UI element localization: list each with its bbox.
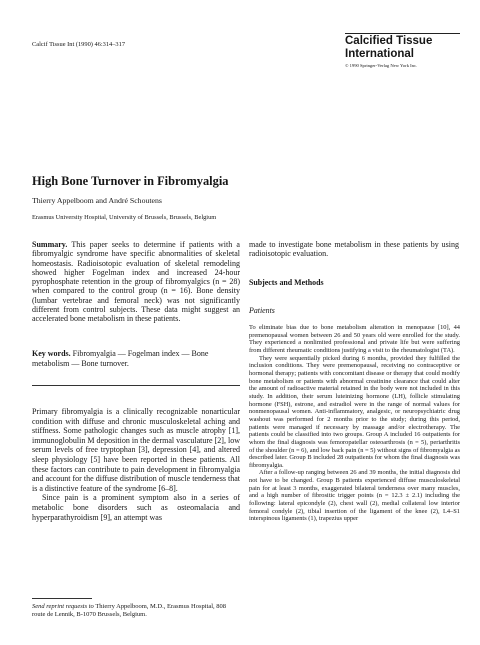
intro-paragraph-2: Since pain is a prominent symptom also in a series of metabolic bone disorders such as osteomalacia and hyperparathyroidism [9], an attempt was (32, 493, 240, 522)
journal-copyright: © 1990 Springer-Verlag New York Inc. (345, 63, 418, 68)
abstract-label: Summary. (32, 240, 68, 249)
reprint-footnote (32, 603, 240, 619)
introduction (32, 407, 240, 522)
article-affiliation: Erasmus University Hospital, University of Brussels, Brussels, Belgium (32, 214, 217, 221)
keywords-text: Fibromyalgia — Fogelman index — Bone metabolism — Bone turnover. (32, 349, 209, 368)
reprint-label: Send reprint requests to (32, 603, 94, 610)
keywords-label: Key words. (32, 349, 71, 358)
methods-paragraph-1: To eliminate bias due to bone metabolism alteration in menopause [10], 44 premenopausal women between 26 and 50 years old were enrolled for the study. They experienced a nonlimited professional and private life but were suffering from different rheumatic conditions justifying a visit to the rheumatologist (TA). (249, 324, 460, 354)
intro-paragraph-1: Primary fibromyalgia is a clinically recognizable nonarticular condition with diffuse and chronic musculoskeletal aching and stiffness. Some pathologic changes such as muscle atrophy [1], immunoglobulin M deposition in the dermal vasculature [2], low serum levels of free tryptophan [3], depression [4], and altered sleep physiology [5] have been reported in these patients. All these factors can contribute to pain development in fibromyalgia and account for the diffuse distribution of muscle tenderness that is a distinctive feature of the syndrome [6–8]. (32, 407, 240, 493)
subsection-heading: Patients (249, 306, 275, 315)
footnote-divider (32, 598, 92, 599)
journal-citation: Calcif Tissue Int (1990) 46:314–317 (32, 41, 126, 48)
methods-text (249, 324, 460, 523)
article-title: High Bone Turnover in Fibromyalgia (32, 174, 229, 188)
intro-continuation: made to investigate bone metabolism in these patients by using radioisotopic evaluation. (249, 240, 459, 259)
section-heading: Subjects and Methods (249, 278, 324, 287)
keywords (32, 349, 240, 368)
reprint-text: Thierry Appelboom, M.D., Erasmus Hospital, 808 route de Lennik, B-1070 Brussels, Belgium. (32, 603, 227, 618)
methods-paragraph-3: After a follow-up ranging between 26 and 39 months, the initial diagnosis did not have to be changed. Group B patients experienced diffuse musculoskeletal pain for at least 3 months, exaggerated bilateral tenderness over many muscles, and a high number of fibrositic trigger points (n = 12.3 ± 2.1) including the following: lateral epicondyle (2), chest wall (2), medial collateral low interior femoral condyle (2), tibial insertion of the ligament of the knee (2), L4–S1 interspinous ligaments (1), trapezius upper (249, 469, 460, 523)
journal-name (345, 35, 460, 60)
methods-paragraph-2: They were sequentially picked during 6 months, provided they fulfilled the inclusion conditions. They were premenopausal, receiving no contraceptive or hormonal therapy; patients with concomitant disease or therapy that could modify bone metabolism or patients with abnormal creatinine clearance that could alter the amount of radioactive material retained in the body were not included in this study. In addition, their serum luteinizing hormone (LH), follicle stimulating hormone (FSH), estrone, and estradiol were in the range of normal values for nonmenopausal women. Anti-inflammatory, analgesic, or neuropsychiatric drug washout was performed for 2 months prior to the study; during this period, patients were managed if necessary by massage and/or electrotherapy. The patients could be classified into two groups. Group A included 16 outpatients for whom the final diagnosis was femoropatellar osteoarthrosis (n = 5), periarthritis of the shoulder (n = 6), and low back pain (n = 5) without signs of fibromyalgia as described later. Group B included 28 outpatients for whom the final diagnosis was fibromyalgia. (249, 354, 460, 469)
journal-rule (345, 33, 460, 34)
abstract-text: This paper seeks to determine if patients with a fibromyalgic syndrome have specific abnormalities of skeletal homeostasis. Radioisotopic evaluation of skeletal remodeling showed higher Fogelman index and increased 24-hour pyrophosphate retention in the group of fibromyalgics (n = 28) when compared to the control group (n = 16). Bone density (lumbar vertebrae and femoral neck) was not significantly different from control subjects. These data might suggest an accelerated bone metabolism in these patients. (32, 240, 240, 324)
journal-name-line1: Calcified Tissue (345, 35, 433, 47)
article-authors: Thierry Appelboom and André Schoutens (32, 196, 162, 205)
journal-name-line2: International (345, 47, 415, 60)
abstract-divider (32, 385, 240, 386)
abstract (32, 240, 240, 324)
